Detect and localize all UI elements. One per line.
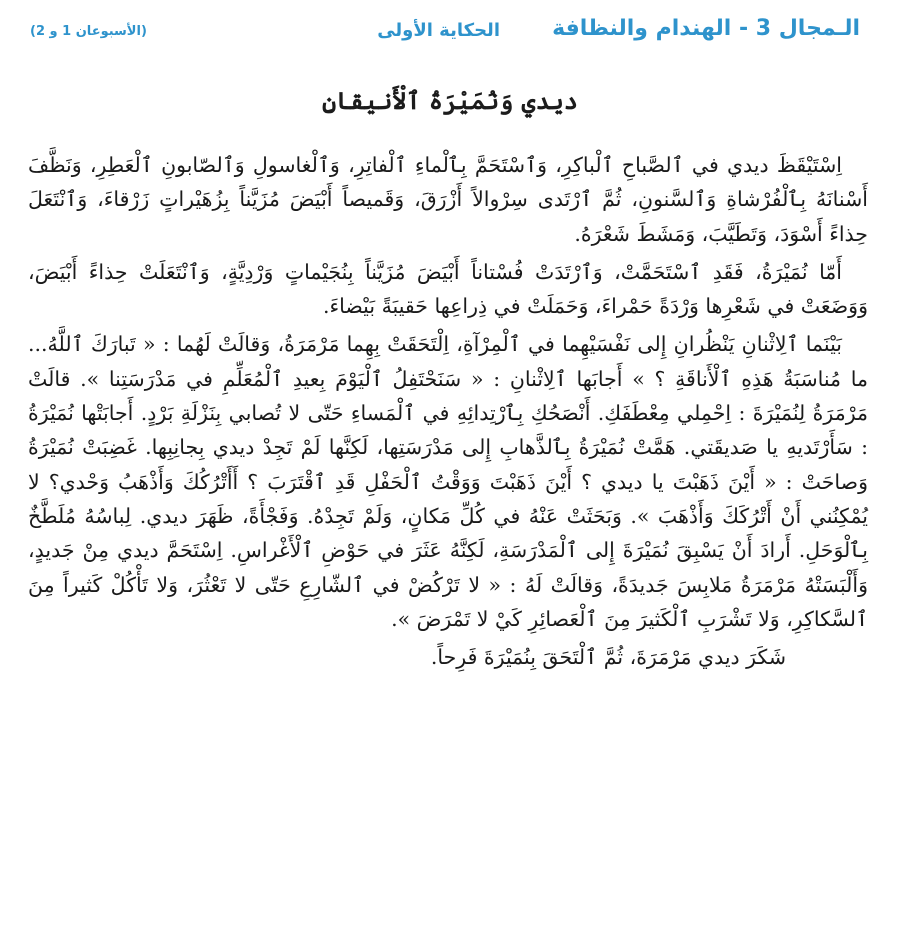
story-heading: الحكاية الأولى bbox=[377, 20, 500, 41]
paragraph-2: أَمّا نُمَيْرَةُ، فَقَدِ ٱسْتَحَمَّتْ، وَٱرْتَدَتْ فُسْتاناً أَبْيَضَ مُزَيَّناً بِنُجَيْماتٍ وَرْدِيَّةٍ، وَٱنْتَعَلَتْ حِذاءً أَبْيَضَ، وَوَضَعَتْ في شَعْرِها وَرْدَةً حَمْراءَ، وَحَمَلَتْ في ذِراعِها حَقيبَةً بَيْضاءَ. bbox=[28, 259, 868, 319]
story-title: ديدي وَنُمَيْرَةُ ٱلْأَنيقانِ bbox=[322, 86, 578, 115]
header bbox=[30, 14, 860, 54]
paragraph-3: بَيْنَما ٱلِاثْنانِ يَنْظُرانِ إِلى نَفْسَيْهِما في ٱلْمِرْآةِ، اِلْتَحَقَتْ بِهِما مَرْمَرَةُ، وَقالَتْ لَهُما : « تَبارَكَ ٱللَّهُ... ما مُناسَبَةُ هَذِهِ ٱلْأَناقَةِ ؟ » أَجابَها ٱلِاثْنانِ : « سَنَحْتَفِلُ ٱلْيَوْمَ بِعيدِ ٱلْمُعَلِّمِ في مَدْرَسَتِنا ». قالَتْ مَرْمَرَةُ لِنُمَيْرَةَ : اِحْمِلي مِعْطَفَكِ. أَنْصَحُكِ بِٱرْتِدائِهِ في ٱلْمَساءِ حَتّى لا تُصابي بِنَزْلَةِ بَرْدٍ. أَجابَتْها نُمَيْرَةُ : سَأَرْتَديهِ يا صَديقَتي. هَمَّتْ نُمَيْرَةُ بِٱلذَّهابِ إِلى مَدْرَسَتِها، لَكِنَّها لَمْ تَجِدْ ديدي بِجانِبِها. غَضِبَتْ نُمَيْرَةُ وَصاحَتْ : « أَيْنَ ذَهَبْتَ يا ديدي ؟ أَيْنَ ذَهَبْتَ وَوَقْتُ ٱلْحَفْلِ قَدِ ٱقْتَرَبَ ؟ أَأَتْرُكُكَ وَأَذْهَبُ وَحْدي؟ لا يُمْكِنُني أَنْ أَتْرُكَكَ وَأَذْهَبَ ». وَبَحَثَتْ عَنْهُ في كُلِّ مَكانٍ، وَلَمْ تَجِدْهُ. وَفَجْأَةً، ظَهَرَ ديدي. لِباسُهُ مُلَطَّخٌ بِٱلْوَحَلِ. أَرادَ أَنْ يَسْبِقَ نُمَيْرَةَ إِلى ٱلْمَدْرَسَةِ، لَكِنَّهُ عَثَرَ في حَوْضِ ٱلْأَغْراسِ. اِسْتَحَمَّ ديدي مِنْ جَديدٍ، وَأَلْبَسَتْهُ مَرْمَرَةُ مَلابِسَ جَديدَةً، وَقالَتْ لَهُ : « لا تَرْكُضْ في ٱلشّارِعِ حَتّى لا تَعْثُرَ، وَلا تَأْكُلْ كَثيراً مِنَ ٱلسَّكاكِرِ، وَلا تَشْرَبِ ٱلْكَثيرَ مِنَ ٱلْعَصائِرِ كَيْ لا تَمْرَضَ ». bbox=[28, 332, 868, 631]
weeks-label: (الأسبوعان 1 و 2) bbox=[30, 24, 147, 39]
closing-paragraph: شَكَرَ ديدي مَرْمَرَةَ، ثُمَّ ٱلْتَحَقَ بِنُمَيْرَةَ فَرِحاً. bbox=[430, 645, 786, 670]
paragraph-1: اِسْتَيْقَظَ ديدي في ٱلصَّباحِ ٱلْباكِرِ، وَٱسْتَحَمَّ بِٱلْماءِ ٱلْفاتِرِ، وَٱلْغاسولِ وَٱلصّابونِ ٱلْعَطِرِ، وَنَظَّفَ أَسْنانَهُ بِٱلْفُرْشاةِ وَٱلسَّنونِ، ثُمَّ ٱرْتَدى سِرْوالاً أَزْرَقَ، وَقَميصاً أَبْيَضَ مُزَيَّناً بِزُهَيْراتٍ زَرْقاءَ، وَٱنْتَعَلَ حِذاءً أَسْوَدَ، وَتَطَيَّبَ، وَمَشَطَ شَعْرَهُ. bbox=[28, 153, 868, 246]
story-body bbox=[28, 148, 868, 678]
domain-heading: الـمجال 3 - الهندام والنظافة bbox=[552, 16, 860, 41]
